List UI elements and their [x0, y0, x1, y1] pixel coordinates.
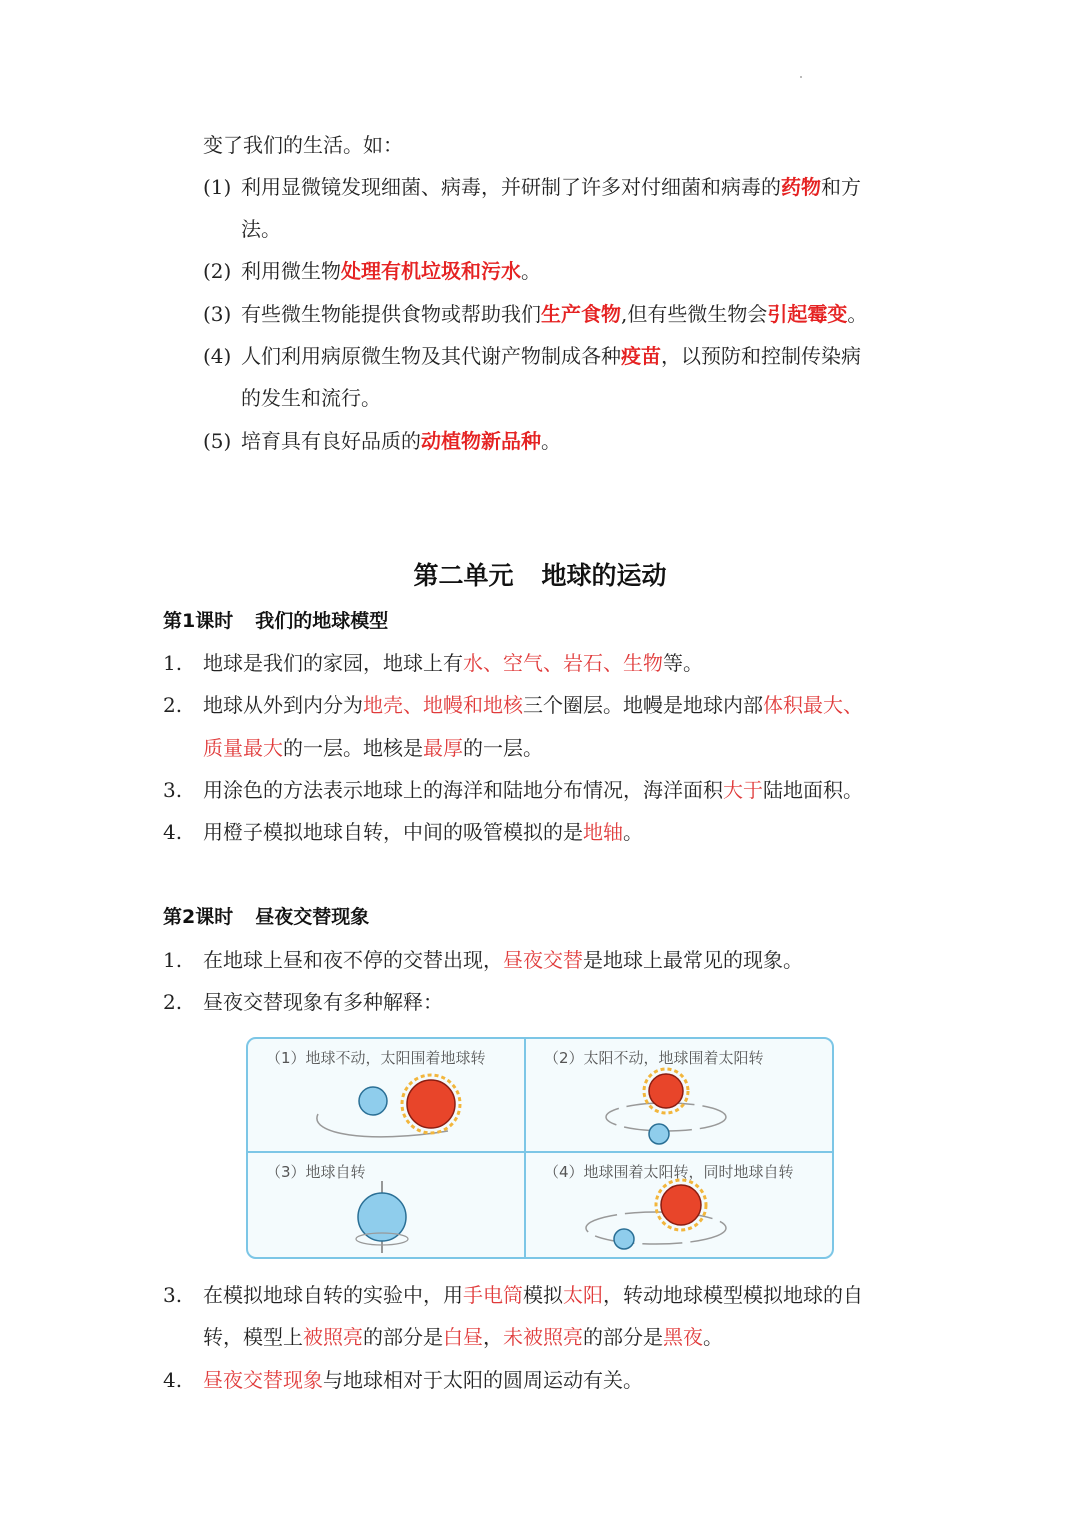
item-number: 3.	[163, 778, 183, 802]
item-number: (2)	[203, 259, 232, 283]
figure-panel-4	[526, 1153, 832, 1257]
list-item: 地球是我们的家园，地球上有水、空气、岩石、生物等。	[203, 651, 703, 675]
list-item: 地球从外到内分为地壳、地幔和地核三个圈层。地幔是地球内部体积最大、	[203, 693, 863, 717]
item-number: 1.	[163, 948, 183, 972]
list-item: 昼夜交替现象与地球相对于太阳的圆周运动有关。	[203, 1368, 643, 1392]
item-number: 2.	[163, 990, 183, 1014]
item-number: (1)	[203, 175, 232, 199]
item-number: 1.	[163, 651, 183, 675]
item-number: 4.	[163, 1368, 183, 1392]
figure-caption: （4）地球围着太阳转，同时地球自转	[544, 1163, 794, 1181]
list-item: 在模拟地球自转的实验中，用手电筒模拟太阳，转动地球模型模拟地球的自	[203, 1283, 863, 1307]
earth-orbits-sun-illustration	[526, 1039, 832, 1151]
list-item: 有些微生物能提供食物或帮助我们生产食物,但有些微生物会引起霉变。	[241, 302, 868, 326]
sun-icon	[407, 1080, 455, 1128]
unit-heading: 第二单元 地球的运动	[413, 561, 667, 590]
figure-caption: （3）地球自转	[266, 1163, 366, 1181]
list-item: 培育具有良好品质的动植物新品种。	[241, 429, 561, 453]
list-item: 用涂色的方法表示地球上的海洋和陆地分布情况，海洋面积大于陆地面积。	[203, 778, 863, 802]
intro-text: 变了我们的生活。如：	[203, 133, 403, 157]
list-item: 昼夜交替现象有多种解释：	[203, 990, 443, 1014]
earth-icon	[614, 1229, 634, 1249]
sun-icon	[661, 1185, 701, 1225]
day-night-explanations-figure	[246, 1037, 834, 1259]
orbit-and-rotation-illustration	[526, 1153, 832, 1257]
scan-dot	[800, 76, 802, 78]
item-number: 2.	[163, 693, 183, 717]
list-item: 人们利用病原微生物及其代谢产物制成各种疫苗，以预防和控制传染病	[241, 344, 861, 368]
list-item-continuation: 质量最大的一层。地核是最厚的一层。	[203, 736, 543, 760]
earth-icon	[358, 1193, 406, 1241]
figure-caption: （2）太阳不动，地球围着太阳转	[544, 1049, 764, 1067]
item-number: (4)	[203, 344, 232, 368]
list-item: 利用显微镜发现细菌、病毒，并研制了许多对付细菌和病毒的药物和方	[241, 175, 861, 199]
figure-panel-3	[248, 1153, 524, 1257]
item-number: (5)	[203, 429, 232, 453]
list-item: 利用微生物处理有机垃圾和污水。	[241, 259, 541, 283]
item-number: (3)	[203, 302, 232, 326]
figure-caption: （1）地球不动，太阳围着地球转	[266, 1049, 486, 1067]
lesson-heading: 第1课时 我们的地球模型	[163, 610, 389, 632]
sun-orbits-earth-illustration	[248, 1039, 524, 1151]
item-number: 4.	[163, 820, 183, 844]
earth-icon	[359, 1087, 387, 1115]
sun-icon	[649, 1074, 683, 1108]
earth-rotation-illustration	[248, 1153, 524, 1257]
list-item-continuation: 的发生和流行。	[241, 386, 381, 410]
list-item: 在地球上昼和夜不停的交替出现，昼夜交替是地球上最常见的现象。	[203, 948, 803, 972]
lesson-heading: 第2课时 昼夜交替现象	[163, 906, 370, 928]
item-number: 3.	[163, 1283, 183, 1307]
figure-panel-1	[248, 1039, 524, 1151]
orbit-path	[586, 1212, 726, 1244]
list-item-continuation: 转，模型上被照亮的部分是白昼，未被照亮的部分是黑夜。	[203, 1325, 723, 1349]
list-item-continuation: 法。	[241, 217, 281, 241]
figure-panel-2	[526, 1039, 832, 1151]
list-item: 用橙子模拟地球自转，中间的吸管模拟的是地轴。	[203, 820, 643, 844]
earth-icon	[649, 1124, 669, 1144]
